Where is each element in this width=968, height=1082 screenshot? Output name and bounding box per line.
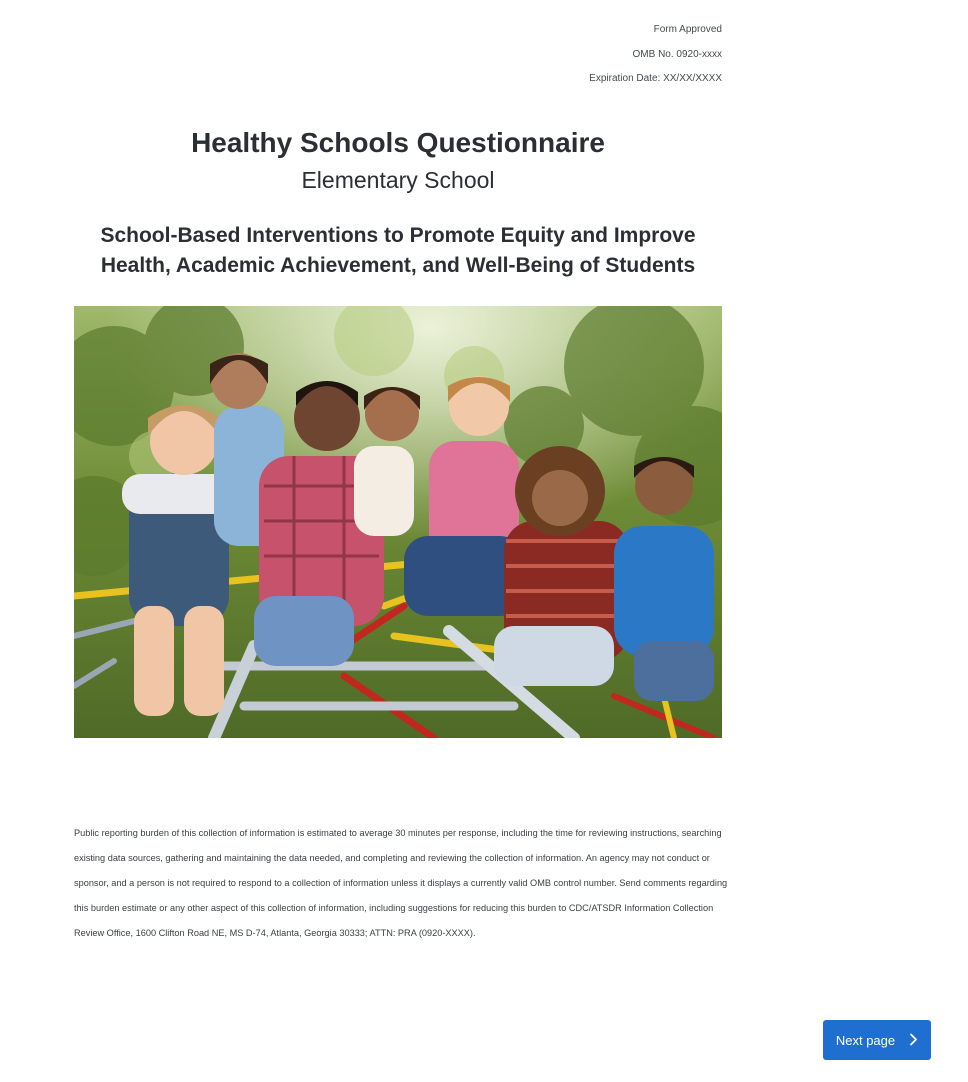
section-title: School-Based Interventions to Promote Equity and Improve Health, Academic Achievement, and Well-Being of Students (100, 224, 696, 277)
next-page-label: Next page (835, 1032, 896, 1048)
hero-image (74, 306, 722, 738)
next-page-button[interactable] (823, 1020, 931, 1060)
omb-number: OMB No. 0920-xxxx (632, 48, 722, 60)
chevron-right-icon (909, 1033, 918, 1048)
page-subtitle: Elementary School (301, 167, 495, 193)
page-title: Healthy Schools Questionnaire (191, 127, 605, 158)
form-approved-label: Form Approved (653, 24, 722, 35)
expiration-date: Expiration Date: XX/XX/XXXX (589, 73, 722, 84)
burden-statement: Public reporting burden of this collection of information is estimated to average 30 minutes per response, including the time for reviewing instructions, searching existing data sources, gathering and maintaining the data needed, and completing and reviewing the collection of information. An agency may not conduct or sponsor, and a person is not required to respond to a collection of information unless it displays a currently valid OMB control number. Send comments regarding this burden estimate or any other aspect of this collection of information, including suggestions for reducing this burden to CDC/ATSDR Information Collection Review Office, 1600 Clifton Road NE, MS D-74, Atlanta, Georgia 30333; ATTN: PRA (0920-XXXX). (74, 828, 728, 938)
hero-illustration (74, 306, 722, 738)
title-block (74, 124, 722, 198)
omb-approval-block (589, 18, 722, 92)
